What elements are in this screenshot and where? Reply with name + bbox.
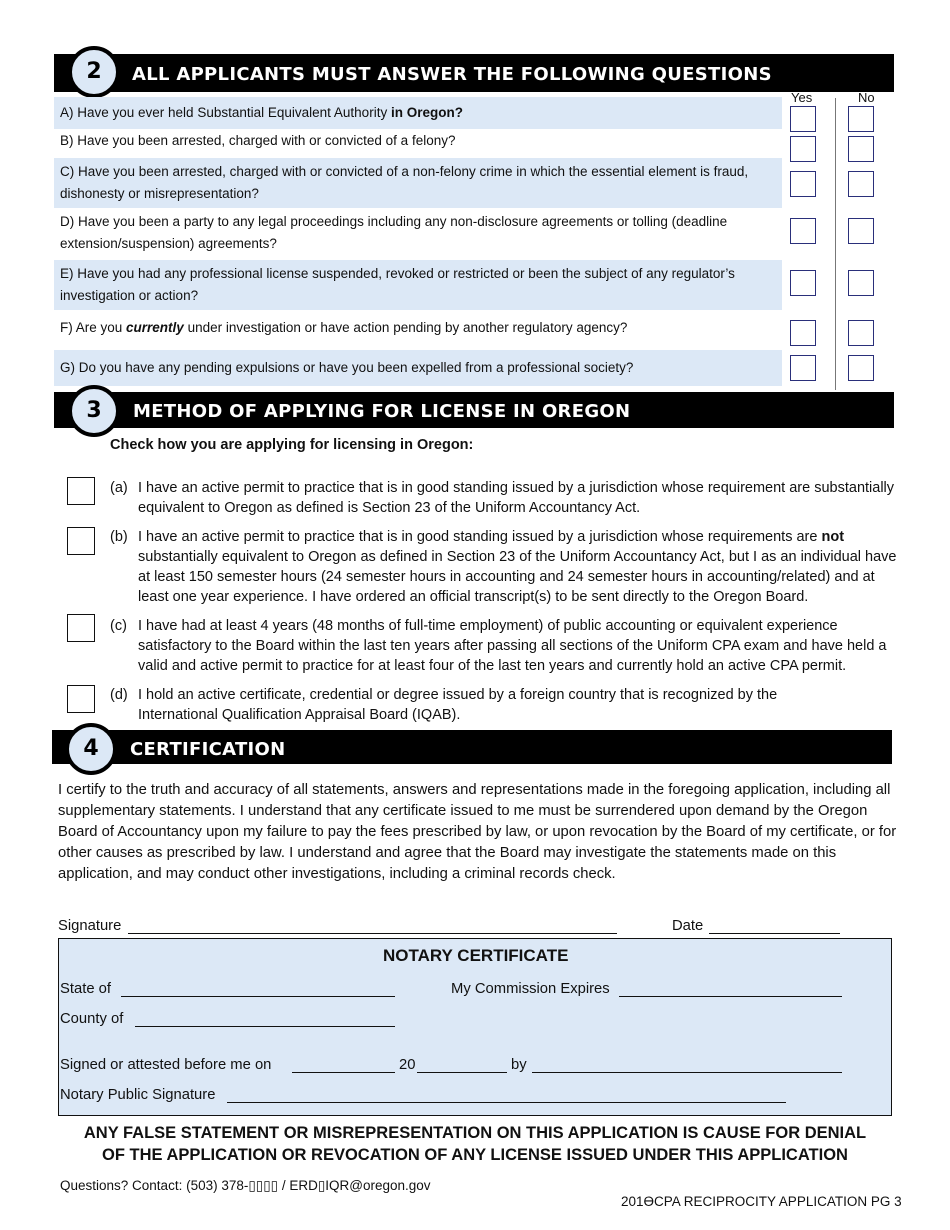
option-a-letter: (a) — [110, 480, 128, 496]
question-c-row — [54, 158, 782, 208]
signed-by-field[interactable] — [532, 1057, 842, 1073]
option-a-text: I have an active permit to practice that is in good standing issued by a jurisdiction whose requirement are substantially equivalent to Oregon as defined is Section 23 of the Uniform Accountancy Act. — [138, 480, 895, 516]
date-field[interactable] — [709, 918, 840, 934]
option-a-checkbox[interactable] — [67, 477, 95, 505]
question-c-yes-checkbox[interactable] — [790, 171, 816, 197]
section-3-number-badge: 3 — [68, 385, 120, 437]
yes-no-divider — [835, 98, 836, 390]
signature-field[interactable] — [128, 918, 617, 934]
question-a-no-checkbox[interactable] — [848, 106, 874, 132]
question-f-no-checkbox[interactable] — [848, 320, 874, 346]
false-statement-warning-line1: ANY FALSE STATEMENT OR MISREPRESENTATION ON THIS APPLICATION IS CAUSE FOR DENIAL — [83, 1124, 867, 1142]
question-d-text: D) Have you been a party to any legal proceedings including any non-disclosure agreements or tolling (deadline extension/suspension) agreements? — [60, 214, 728, 251]
no-column-label: No — [858, 90, 875, 105]
question-e-no-checkbox[interactable] — [848, 270, 874, 296]
question-a-text: A) Have you ever held Substantial Equivalent Authority in Oregon? — [60, 105, 463, 120]
county-label: County of — [60, 1011, 124, 1027]
option-c-text: I have had at least 4 years (48 months of full-time employment) of public accounting or equivalent experience satisfactory to the Board within the last ten years after passing all sections of the Uniform CPA exam and have held a valid and active permit to practice for at least four of the last ten years and currently hold an active CPA permit. — [138, 618, 887, 674]
section-2-number-badge: 2 — [68, 46, 120, 98]
signature-label: Signature — [58, 918, 122, 934]
signed-attested-label: Signed or attested before me on — [60, 1057, 272, 1073]
year-field[interactable] — [417, 1057, 507, 1073]
footer-contact: Questions? Contact: (503) 378-▯▯▯▯ / ERD▯IQR@oregon.gov — [60, 1178, 431, 1193]
question-g-text: G) Do you have any pending expulsions or have you been expelled from a professional society? — [60, 360, 634, 375]
question-a-yes-checkbox[interactable] — [790, 106, 816, 132]
commission-expires-field[interactable] — [619, 981, 842, 997]
option-c-checkbox[interactable] — [67, 614, 95, 642]
question-a-row — [54, 97, 782, 129]
option-b-checkbox[interactable] — [67, 527, 95, 555]
question-e-yes-checkbox[interactable] — [790, 270, 816, 296]
section-4-title: CERTIFICATION — [130, 739, 286, 760]
question-c-no-checkbox[interactable] — [848, 171, 874, 197]
question-f-yes-checkbox[interactable] — [790, 320, 816, 346]
question-b-yes-checkbox[interactable] — [790, 136, 816, 162]
certification-statement: I certify to the truth and accuracy of all statements, answers and representations made in the foregoing application, including all supplementary statements. I understand that any certificate issued to me must be surrendered upon demand by the Oregon Board of Accountancy upon my failure to pay the fees prescribed by law, or upon revocation by the Board of my certificate, or for other causes as prescribed by law. I understand and agree that the Board may investigate the statements made on this application, and may conduct other investigations, including a criminal records check. — [58, 782, 897, 882]
footer-page-label: 201ƟCPA RECIPROCITY APPLICATION PG 3 — [621, 1194, 902, 1209]
question-g-yes-checkbox[interactable] — [790, 355, 816, 381]
question-e-row — [54, 260, 782, 310]
question-e-text: E) Have you had any professional license suspended, revoked or restricted or been the subject of any regulator’s investigation or action? — [60, 266, 735, 303]
yes-column-label: Yes — [791, 90, 813, 105]
option-d-text: I hold an active certificate, credential or degree issued by a foreign country that is recognized by the International Qualification Appraisal Board (IQAB). — [138, 687, 778, 723]
question-d-no-checkbox[interactable] — [848, 218, 874, 244]
section-3-instruction: Check how you are applying for licensing in Oregon: — [110, 437, 474, 453]
option-b-text: I have an active permit to practice that is in good standing issued by a jurisdiction whose requirements are not substantially equivalent to Oregon as defined in Section 23 of the Uniform Accountancy Act, but I as an individual have at least 150 semester hours (24 semester hours in accounting and 24 semester hours in accounting/related) and at least one year experience. I have ordered an official transcript(s) to be sent directly to the Oregon Board. — [138, 529, 897, 605]
question-g-no-checkbox[interactable] — [848, 355, 874, 381]
question-f-text: F) Are you currently under investigation or have action pending by another regulatory agency? — [60, 320, 628, 335]
question-g-row — [54, 350, 782, 386]
state-field[interactable] — [121, 981, 395, 997]
option-d-checkbox[interactable] — [67, 685, 95, 713]
notary-title: NOTARY CERTIFICATE — [383, 946, 569, 965]
section-2-title: ALL APPLICANTS MUST ANSWER THE FOLLOWING QUESTIONS — [132, 64, 772, 85]
option-d-letter: (d) — [110, 687, 128, 703]
notary-signature-label: Notary Public Signature — [60, 1087, 216, 1103]
by-label: by — [511, 1057, 527, 1073]
question-b-no-checkbox[interactable] — [848, 136, 874, 162]
section-4-number-badge: 4 — [65, 723, 117, 775]
date-label: Date — [672, 918, 704, 934]
question-d-row — [54, 208, 782, 258]
question-c-text: C) Have you been arrested, charged with or convicted of a non-felony crime in which the essential element is fraud, dishonesty or misrepresentation? — [60, 164, 749, 201]
signed-date-field[interactable] — [292, 1057, 395, 1073]
commission-expires-label: My Commission Expires — [451, 981, 610, 997]
option-b-letter: (b) — [110, 529, 128, 545]
question-f-row — [54, 314, 782, 342]
false-statement-warning-line2: OF THE APPLICATION OR REVOCATION OF ANY LICENSE ISSUED UNDER THIS APPLICATION — [102, 1146, 848, 1164]
question-b-row — [54, 129, 782, 153]
section-3-title: METHOD OF APPLYING FOR LICENSE IN OREGON — [133, 401, 631, 422]
option-c-letter: (c) — [110, 618, 127, 634]
county-field[interactable] — [135, 1011, 395, 1027]
notary-signature-field[interactable] — [227, 1087, 786, 1103]
question-d-yes-checkbox[interactable] — [790, 218, 816, 244]
question-b-text: B) Have you been arrested, charged with or convicted of a felony? — [60, 133, 456, 148]
year-prefix: 20 — [399, 1057, 416, 1073]
state-label: State of — [60, 981, 112, 997]
